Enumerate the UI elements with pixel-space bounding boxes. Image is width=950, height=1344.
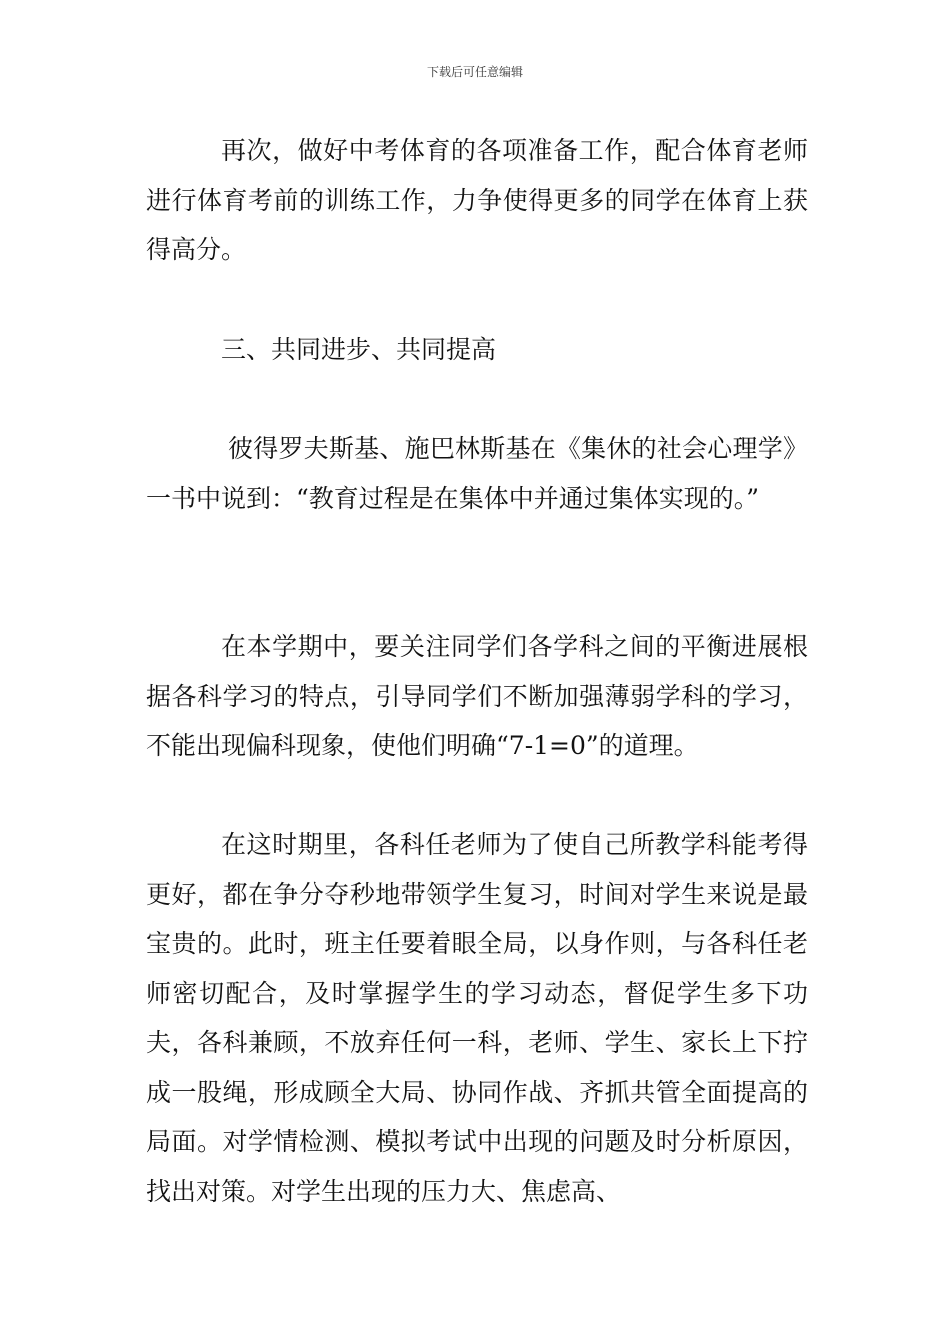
paragraph-text: 彼得罗夫斯基、施巴林斯基在《集休的社会心理学》一书中说到：“教育过程是在集体中并通过集体实现的。” xyxy=(146,434,808,513)
paragraph-quote xyxy=(146,424,808,523)
section-heading-text: 三、共同进步、共同提高 xyxy=(221,335,497,364)
paragraph-pe-preparation xyxy=(146,126,808,275)
section-heading xyxy=(146,325,808,375)
paragraph-balance xyxy=(146,622,808,771)
paragraph-text: 在这时期里，各科任老师为了使自己所教学科能考得更好，都在争分夺秒地带领学生复习，时间对学生来说是最宝贵的。此时，班主任要着眼全局，以身作则，与各科任老师密切配合，及时掌握学生的学习动态，督促学生多下功夫，各科兼顾，不放弃任何一科，老师、学生、家长上下拧成一股绳，形成顾全大局、协同作战、齐抓共管全面提高的局面。对学情检测、模拟考试中出现的问题及时分析原因，找出对策。对学生出现的压力大、焦虑高、 xyxy=(146,830,808,1206)
paragraph-teachers xyxy=(146,820,808,1216)
paragraph-text: 在本学期中，要关注同学们各学科之间的平衡进展根据各科学习的特点，引导同学们不断加强薄弱学科的学习，不能出现偏科现象，使他们明确“7-1=0”的道理。 xyxy=(146,632,808,760)
paragraph-text: 再次，做好中考体育的各项准备工作，配合体育老师进行体育考前的训练工作，力争使得更多的同学在体育上获得高分。 xyxy=(146,136,808,264)
header-note: 下载后可任意编辑 xyxy=(426,65,523,79)
